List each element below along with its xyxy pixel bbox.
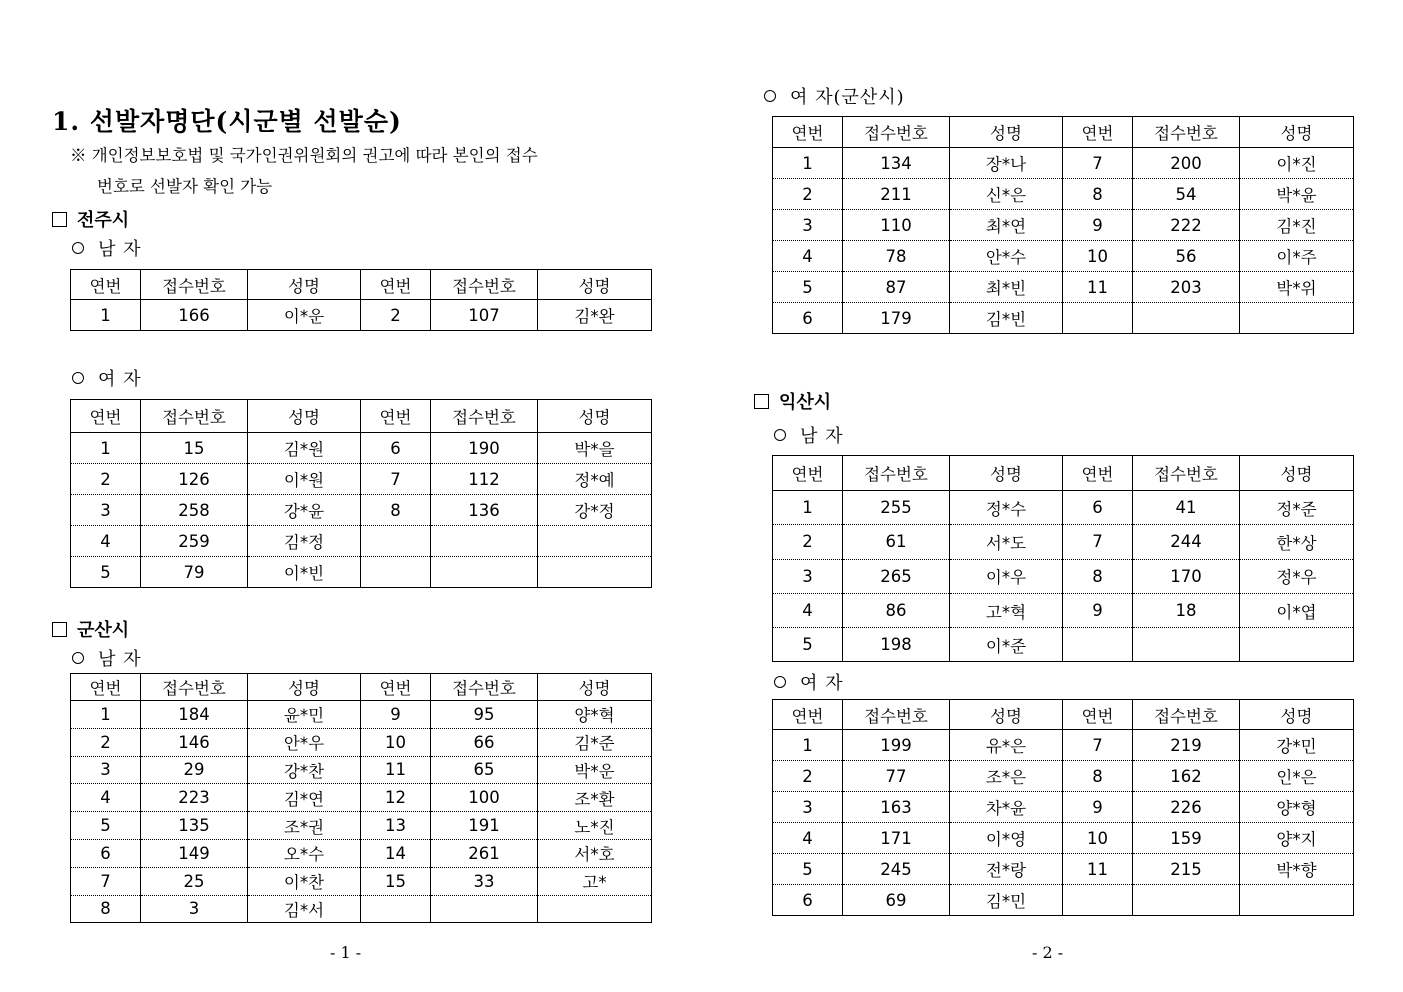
table-cell: 2 [773, 179, 843, 210]
column-header: 연번 [1063, 117, 1133, 148]
checkbox-square-icon [52, 212, 67, 227]
table-cell: 최*연 [950, 210, 1063, 241]
table-cell: 170 [1133, 559, 1240, 593]
table-cell: 245 [843, 854, 950, 885]
subsection-label: 여 자(군산시) [790, 87, 905, 108]
table-row [773, 559, 1354, 593]
table-cell: 김*준 [538, 728, 652, 756]
table-row [71, 784, 652, 812]
column-header: 성명 [950, 456, 1063, 491]
column-header: 접수번호 [1133, 700, 1240, 730]
table-cell: 190 [431, 433, 538, 464]
table-row [71, 728, 652, 756]
column-header: 연번 [773, 456, 843, 491]
table-cell [1063, 303, 1133, 334]
table-cell: 11 [361, 756, 431, 784]
table-header-row [71, 270, 652, 300]
column-header: 접수번호 [1133, 117, 1240, 148]
table-cell: 안*우 [248, 728, 361, 756]
table-cell: 한*상 [1240, 525, 1354, 559]
table-cell: 33 [431, 867, 538, 895]
subsection-label: 남 자 [98, 239, 142, 260]
table-row [71, 839, 652, 867]
table-cell: 이*준 [950, 628, 1063, 662]
table-cell: 10 [361, 728, 431, 756]
subsection-jeonju-male [72, 235, 142, 261]
table-cell [1240, 303, 1354, 334]
table-cell: 2 [773, 761, 843, 792]
table-cell: 김*정 [248, 526, 361, 557]
table-cell [431, 526, 538, 557]
table-row [773, 628, 1354, 662]
subsection-label: 여 자 [98, 369, 142, 390]
table-cell: 이*빈 [248, 557, 361, 588]
table-cell: 강*찬 [248, 756, 361, 784]
table-cell [1063, 885, 1133, 916]
table-cell: 노*진 [538, 812, 652, 840]
column-header: 접수번호 [431, 270, 538, 300]
table-cell: 10 [1063, 241, 1133, 272]
table-cell: 1 [773, 730, 843, 761]
table-cell: 136 [431, 495, 538, 526]
column-header: 연번 [361, 270, 431, 300]
table-cell: 222 [1133, 210, 1240, 241]
table-row [773, 148, 1354, 179]
table-cell: 강*민 [1240, 730, 1354, 761]
table-cell [538, 895, 652, 923]
checkbox-square-icon [754, 394, 769, 409]
table-row [71, 701, 652, 729]
table-cell: 149 [141, 839, 248, 867]
column-header: 연번 [71, 270, 141, 300]
table-row [773, 792, 1354, 823]
table-cell: 6 [773, 303, 843, 334]
column-header: 접수번호 [431, 400, 538, 433]
table-cell: 2 [71, 464, 141, 495]
table-cell: 1 [773, 148, 843, 179]
table-cell: 65 [431, 756, 538, 784]
table-cell: 박*운 [538, 756, 652, 784]
table-cell: 조*은 [950, 761, 1063, 792]
checkbox-square-icon [52, 622, 67, 637]
table-cell: 양*혁 [538, 701, 652, 729]
table-cell: 215 [1133, 854, 1240, 885]
table-cell: 15 [361, 867, 431, 895]
circle-bullet-icon [764, 90, 776, 102]
table-cell [361, 526, 431, 557]
table-cell: 226 [1133, 792, 1240, 823]
subsection-gunsan-male [72, 645, 142, 671]
table-cell: 고* [538, 867, 652, 895]
table-row [773, 525, 1354, 559]
column-header: 접수번호 [1133, 456, 1240, 491]
table-cell [1133, 885, 1240, 916]
table-row [773, 491, 1354, 525]
table-cell: 5 [773, 628, 843, 662]
circle-bullet-icon [72, 242, 84, 254]
table-cell: 전*랑 [950, 854, 1063, 885]
table-header-row [773, 456, 1354, 491]
table-cell: 95 [431, 701, 538, 729]
table-cell [431, 895, 538, 923]
section-gunsan [52, 616, 129, 642]
table-cell: 양*형 [1240, 792, 1354, 823]
table-cell [538, 526, 652, 557]
table-row [773, 241, 1354, 272]
table-cell: 이*찬 [248, 867, 361, 895]
table-cell: 7 [1063, 148, 1133, 179]
table-cell: 이*진 [1240, 148, 1354, 179]
column-header: 접수번호 [141, 270, 248, 300]
table-jeonju-male [70, 269, 652, 331]
table-cell: 최*빈 [950, 272, 1063, 303]
column-header: 성명 [1240, 117, 1354, 148]
table-cell [538, 557, 652, 588]
privacy-note-line1: ※ 개인정보보호법 및 국가인권위원회의 권고에 따라 본인의 접수 [70, 146, 538, 165]
table-cell: 25 [141, 867, 248, 895]
table-cell: 조*권 [248, 812, 361, 840]
table-cell: 6 [71, 839, 141, 867]
column-header: 성명 [248, 674, 361, 701]
table-cell: 5 [71, 812, 141, 840]
table-cell: 4 [71, 784, 141, 812]
table-cell: 3 [71, 756, 141, 784]
table-cell [361, 895, 431, 923]
table-cell: 3 [773, 559, 843, 593]
table-cell: 79 [141, 557, 248, 588]
table-cell: 2 [71, 728, 141, 756]
table-cell: 78 [843, 241, 950, 272]
table-cell: 정*예 [538, 464, 652, 495]
subsection-gunsan-female [764, 83, 905, 109]
table-header-row [773, 700, 1354, 730]
table-cell: 차*윤 [950, 792, 1063, 823]
table-cell: 8 [361, 495, 431, 526]
table-cell: 112 [431, 464, 538, 495]
table-cell: 86 [843, 593, 950, 627]
column-header: 연번 [361, 400, 431, 433]
table-cell: 9 [1063, 210, 1133, 241]
table-row [773, 761, 1354, 792]
table-cell: 223 [141, 784, 248, 812]
table-cell: 259 [141, 526, 248, 557]
table-cell: 김*민 [950, 885, 1063, 916]
table-cell: 265 [843, 559, 950, 593]
table-cell: 3 [773, 210, 843, 241]
table-row [71, 557, 652, 588]
table-cell: 146 [141, 728, 248, 756]
table-cell: 7 [361, 464, 431, 495]
table-cell: 7 [1063, 525, 1133, 559]
table-row [773, 303, 1354, 334]
table-cell: 4 [773, 593, 843, 627]
table-cell: 8 [1063, 761, 1133, 792]
column-header: 성명 [538, 674, 652, 701]
table-cell: 134 [843, 148, 950, 179]
table-cell: 100 [431, 784, 538, 812]
column-header: 접수번호 [431, 674, 538, 701]
table-cell: 김*진 [1240, 210, 1354, 241]
table-cell: 이*영 [950, 823, 1063, 854]
table-cell: 이*엽 [1240, 593, 1354, 627]
table-cell: 3 [71, 495, 141, 526]
table-cell: 강*윤 [248, 495, 361, 526]
table-cell: 정*수 [950, 491, 1063, 525]
table-cell: 12 [361, 784, 431, 812]
table-cell [1133, 303, 1240, 334]
table-row [773, 272, 1354, 303]
table-cell: 3 [141, 895, 248, 923]
table-cell: 오*수 [248, 839, 361, 867]
table-cell: 61 [843, 525, 950, 559]
section-title: 전주시 [77, 210, 130, 231]
table-cell: 184 [141, 701, 248, 729]
privacy-note [70, 140, 660, 202]
table-cell: 6 [1063, 491, 1133, 525]
subsection-label: 여 자 [800, 673, 844, 694]
column-header: 성명 [950, 700, 1063, 730]
table-cell: 조*환 [538, 784, 652, 812]
table-header-row [71, 674, 652, 701]
column-header: 성명 [1240, 700, 1354, 730]
table-cell: 5 [773, 854, 843, 885]
table-cell: 66 [431, 728, 538, 756]
column-header: 접수번호 [141, 400, 248, 433]
column-header: 접수번호 [843, 117, 950, 148]
table-cell: 안*수 [950, 241, 1063, 272]
table-cell: 191 [431, 812, 538, 840]
table-row [71, 895, 652, 923]
table-cell: 고*혁 [950, 593, 1063, 627]
table-cell: 5 [71, 557, 141, 588]
table-cell: 박*윤 [1240, 179, 1354, 210]
table-cell: 이*우 [950, 559, 1063, 593]
column-header: 연번 [1063, 700, 1133, 730]
table-cell: 이*운 [248, 300, 361, 331]
table-cell: 장*나 [950, 148, 1063, 179]
table-cell: 171 [843, 823, 950, 854]
table-cell: 1 [773, 491, 843, 525]
table-cell: 정*준 [1240, 491, 1354, 525]
table-cell: 200 [1133, 148, 1240, 179]
table-cell: 18 [1133, 593, 1240, 627]
table-cell: 서*도 [950, 525, 1063, 559]
column-header: 성명 [538, 400, 652, 433]
table-header-row [71, 400, 652, 433]
table-row [773, 823, 1354, 854]
table-jeonju-female [70, 399, 652, 588]
table-cell: 1 [71, 701, 141, 729]
table-cell: 2 [361, 300, 431, 331]
page-number-1: - 1 - [330, 943, 362, 962]
table-cell: 9 [361, 701, 431, 729]
table-cell: 14 [361, 839, 431, 867]
table-cell: 박*을 [538, 433, 652, 464]
column-header: 성명 [248, 400, 361, 433]
table-cell: 김*빈 [950, 303, 1063, 334]
table-cell: 10 [1063, 823, 1133, 854]
page-number-2: - 2 - [1032, 943, 1064, 962]
table-cell: 5 [773, 272, 843, 303]
table-row [773, 885, 1354, 916]
table-cell: 162 [1133, 761, 1240, 792]
table-cell: 이*주 [1240, 241, 1354, 272]
table-cell: 9 [1063, 593, 1133, 627]
circle-bullet-icon [774, 429, 786, 441]
table-cell: 198 [843, 628, 950, 662]
table-cell: 159 [1133, 823, 1240, 854]
table-cell: 199 [843, 730, 950, 761]
table-cell: 203 [1133, 272, 1240, 303]
table-cell: 258 [141, 495, 248, 526]
table-cell: 13 [361, 812, 431, 840]
table-cell [1240, 628, 1354, 662]
subsection-jeonju-female [72, 365, 142, 391]
table-cell: 8 [1063, 559, 1133, 593]
table-cell: 인*은 [1240, 761, 1354, 792]
table-cell: 7 [71, 867, 141, 895]
table-cell: 244 [1133, 525, 1240, 559]
subsection-iksan-female [774, 669, 844, 695]
section-title: 익산시 [779, 392, 832, 413]
table-cell: 54 [1133, 179, 1240, 210]
table-cell: 정*우 [1240, 559, 1354, 593]
table-cell: 135 [141, 812, 248, 840]
table-cell: 윤*민 [248, 701, 361, 729]
page-title: 1. 선발자명단(시군별 선발순) [52, 107, 402, 136]
table-cell: 126 [141, 464, 248, 495]
table-cell: 69 [843, 885, 950, 916]
table-cell: 163 [843, 792, 950, 823]
table-cell: 219 [1133, 730, 1240, 761]
column-header: 연번 [361, 674, 431, 701]
table-cell: 김*연 [248, 784, 361, 812]
table-cell: 7 [1063, 730, 1133, 761]
table-cell: 김*원 [248, 433, 361, 464]
table-gunsan-male [70, 673, 652, 923]
table-cell: 261 [431, 839, 538, 867]
table-cell [1133, 628, 1240, 662]
table-cell: 4 [773, 823, 843, 854]
column-header: 성명 [1240, 456, 1354, 491]
table-cell: 211 [843, 179, 950, 210]
table-cell: 이*원 [248, 464, 361, 495]
subsection-label: 남 자 [98, 649, 142, 670]
table-cell: 6 [773, 885, 843, 916]
table-cell: 김*완 [538, 300, 652, 331]
column-header: 성명 [538, 270, 652, 300]
section-iksan [754, 388, 831, 414]
circle-bullet-icon [774, 676, 786, 688]
table-cell: 6 [361, 433, 431, 464]
table-cell: 29 [141, 756, 248, 784]
table-row [773, 179, 1354, 210]
table-cell: 4 [773, 241, 843, 272]
table-cell: 9 [1063, 792, 1133, 823]
column-header: 연번 [773, 117, 843, 148]
table-row [773, 854, 1354, 885]
table-cell: 박*향 [1240, 854, 1354, 885]
table-row [71, 867, 652, 895]
table-row [773, 593, 1354, 627]
table-cell: 87 [843, 272, 950, 303]
table-cell: 15 [141, 433, 248, 464]
table-cell: 3 [773, 792, 843, 823]
table-cell [361, 557, 431, 588]
table-cell: 179 [843, 303, 950, 334]
privacy-note-line2: 번호로 선발자 확인 가능 [97, 177, 273, 196]
column-header: 접수번호 [141, 674, 248, 701]
table-cell: 56 [1133, 241, 1240, 272]
table-cell: 8 [1063, 179, 1133, 210]
table-cell: 김*서 [248, 895, 361, 923]
table-cell: 박*위 [1240, 272, 1354, 303]
table-cell: 255 [843, 491, 950, 525]
table-cell: 2 [773, 525, 843, 559]
table-row [71, 495, 652, 526]
table-row [71, 756, 652, 784]
table-cell: 110 [843, 210, 950, 241]
column-header: 연번 [71, 400, 141, 433]
table-cell: 양*지 [1240, 823, 1354, 854]
table-row [773, 730, 1354, 761]
table-cell: 1 [71, 433, 141, 464]
table-row [71, 433, 652, 464]
table-iksan-female [772, 699, 1354, 916]
table-gunsan-female [772, 116, 1354, 334]
column-header: 성명 [248, 270, 361, 300]
table-cell: 신*은 [950, 179, 1063, 210]
table-cell: 77 [843, 761, 950, 792]
column-header: 연번 [1063, 456, 1133, 491]
section-title: 군산시 [77, 620, 130, 641]
column-header: 접수번호 [843, 700, 950, 730]
section-jeonju [52, 206, 129, 232]
table-cell: 107 [431, 300, 538, 331]
table-cell [1063, 628, 1133, 662]
table-cell: 1 [71, 300, 141, 331]
table-row [71, 526, 652, 557]
table-header-row [773, 117, 1354, 148]
table-iksan-male [772, 455, 1354, 662]
table-cell [431, 557, 538, 588]
table-cell: 166 [141, 300, 248, 331]
circle-bullet-icon [72, 652, 84, 664]
table-row [71, 464, 652, 495]
column-header: 연번 [71, 674, 141, 701]
table-row [71, 300, 652, 331]
table-cell: 41 [1133, 491, 1240, 525]
column-header: 성명 [950, 117, 1063, 148]
table-cell: 8 [71, 895, 141, 923]
column-header: 접수번호 [843, 456, 950, 491]
table-cell: 강*정 [538, 495, 652, 526]
table-cell: 4 [71, 526, 141, 557]
table-cell: 서*호 [538, 839, 652, 867]
table-cell [1240, 885, 1354, 916]
table-row [71, 812, 652, 840]
table-cell: 유*은 [950, 730, 1063, 761]
table-cell: 11 [1063, 272, 1133, 303]
circle-bullet-icon [72, 372, 84, 384]
subsection-iksan-male [774, 422, 844, 448]
subsection-label: 남 자 [800, 426, 844, 447]
table-row [773, 210, 1354, 241]
column-header: 연번 [773, 700, 843, 730]
table-cell: 11 [1063, 854, 1133, 885]
